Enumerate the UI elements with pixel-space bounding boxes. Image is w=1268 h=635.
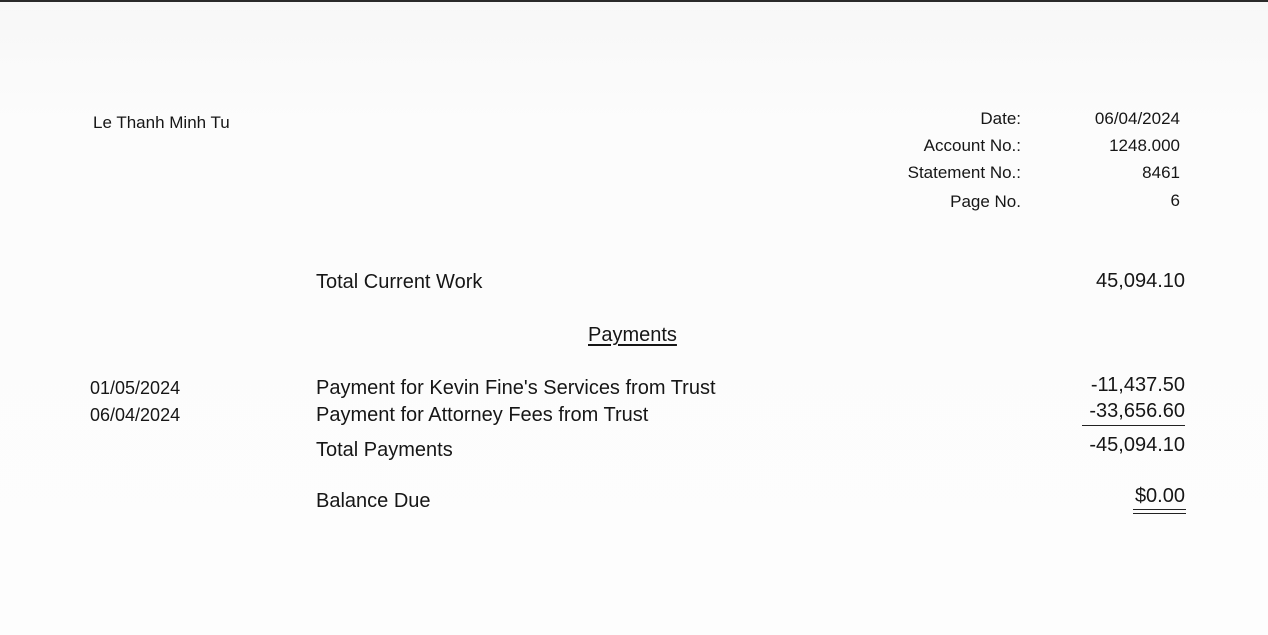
- payments-heading: Payments: [588, 324, 677, 346]
- total-current-work-amount: 45,094.10: [1096, 270, 1185, 292]
- payment-description-2: Payment for Attorney Fees from Trust: [316, 404, 649, 426]
- statement-number-value: 8461: [1142, 163, 1180, 182]
- account-number-label: Account No.:: [923, 136, 1021, 155]
- date-label: Date:: [980, 109, 1021, 128]
- date-value: 06/04/2024: [1094, 109, 1180, 128]
- payment-date-1: 01/05/2024: [90, 378, 181, 398]
- payment-date-2: 06/04/2024: [90, 405, 181, 425]
- client-name: Le Thanh Minh Tu: [93, 113, 230, 132]
- statement-number-label: Statement No.:: [907, 163, 1021, 182]
- total-payments-label: Total Payments: [316, 439, 453, 461]
- top-border-line: [0, 0, 1268, 2]
- payment-amount-1: -11,437.50: [1090, 374, 1185, 396]
- page-number-value: 6: [1170, 191, 1180, 210]
- payment-amount-2: -33,656.60: [1089, 400, 1185, 422]
- balance-double-underline: [1133, 509, 1186, 514]
- payment-description-1: Payment for Kevin Fine's Services from Trust: [316, 377, 716, 399]
- payments-subtotal-rule: [1082, 425, 1185, 426]
- total-payments-amount: -45,094.10: [1089, 434, 1185, 456]
- total-current-work-label: Total Current Work: [316, 271, 483, 293]
- balance-due-label: Balance Due: [316, 490, 431, 512]
- page-number-label: Page No.: [950, 192, 1021, 211]
- balance-due-amount: $0.00: [1134, 485, 1185, 507]
- account-number-value: 1248.000: [1109, 136, 1180, 155]
